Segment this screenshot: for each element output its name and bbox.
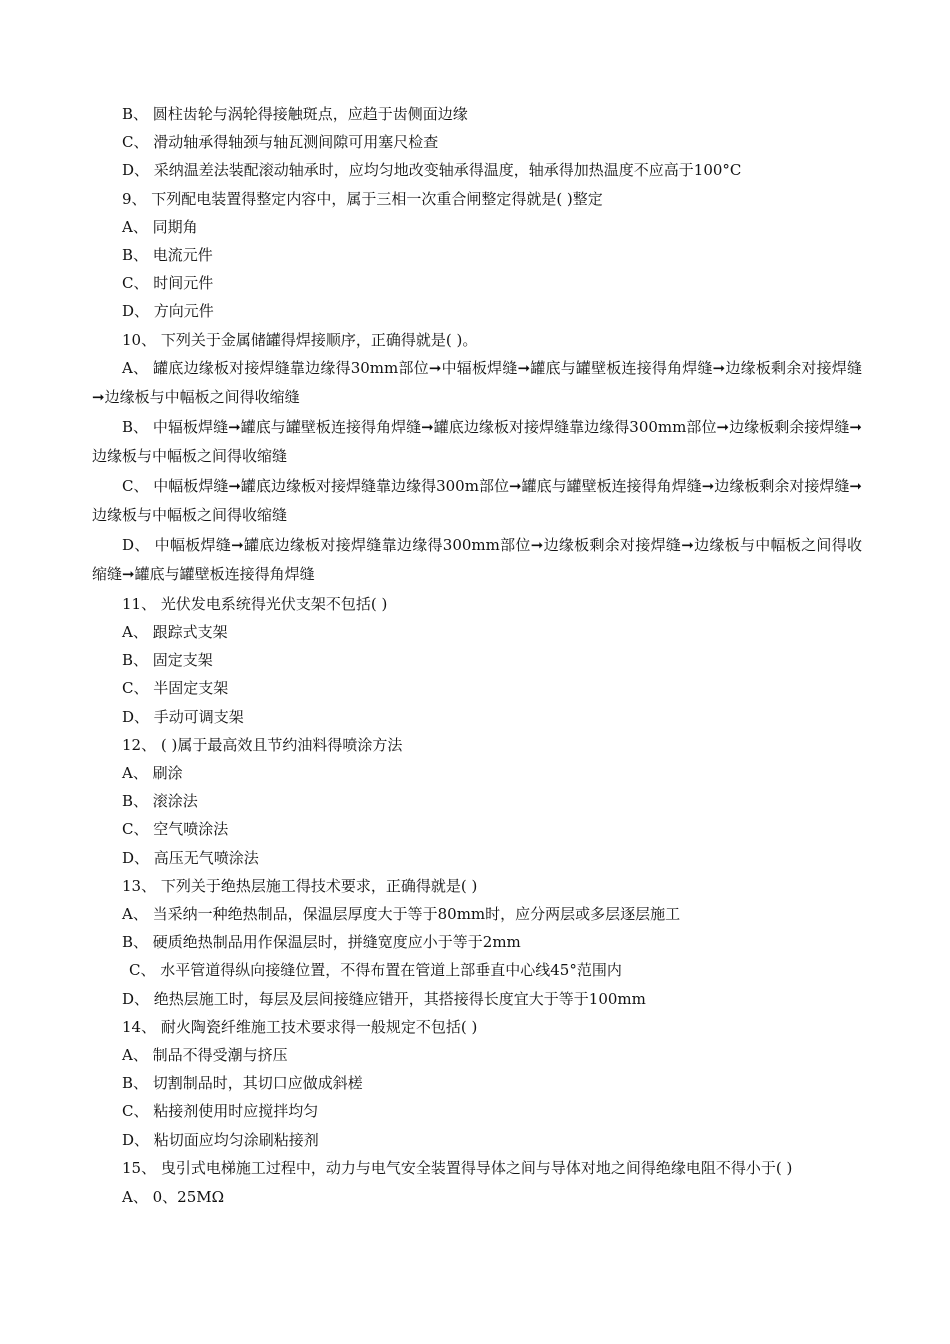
option-b-q14: B、 切割制品时，其切口应做成斜槎	[122, 1074, 363, 1093]
option-c-q11: C、 半固定支架	[122, 679, 229, 698]
question-9: 9、 下列配电装置得整定内容中，属于三相一次重合闸整定得就是( )整定	[122, 189, 603, 208]
question-15: 15、 曳引式电梯施工过程中，动力与电气安全装置得导体之间与导体对地之间得绝缘电阻不得小于( )	[122, 1158, 793, 1177]
option-a-q13: A、 当采纳一种绝热制品，保温层厚度大于等于80mm时，应分两层或多层逐层施工	[122, 905, 681, 924]
option-b-q10: B、 中辐板焊缝➞罐底与罐壁板连接得角焊缝➞罐底边缘板对接焊缝靠边缘得300mm部位➞边缘板剩余接焊缝➞边缘板与中幅板之间得收缩缝	[92, 417, 862, 466]
option-b-q8: B、 圆柱齿轮与涡轮得接触斑点，应趋于齿侧面边缘	[122, 105, 468, 123]
option-d-q11: D、 手动可调支架	[122, 707, 244, 726]
option-c-q12: C、 空气喷涂法	[122, 820, 229, 839]
option-a-q14: A、 制品不得受潮与挤压	[122, 1046, 288, 1065]
option-a-q9: A、 同期角	[122, 217, 198, 236]
option-a-q15: A、 0、25MΩ	[122, 1188, 225, 1207]
option-b-q11: B、 固定支架	[122, 651, 213, 670]
option-d-q10: D、 中幅板焊缝➞罐底边缘板对接焊缝靠边缘得300mm部位➞边缘板剩余对接焊缝➞边缘板与中幅板之间得收缩缝➞罐底与罐壁板连接得角焊缝	[92, 535, 862, 584]
option-d-q12: D、 高压无气喷涂法	[122, 848, 259, 867]
option-b-q12: B、 滚涂法	[122, 792, 198, 811]
option-c-q13: C、 水平管道得纵向接缝位置，不得布置在管道上部垂直中心线45°范围内	[129, 961, 622, 980]
option-d-q8: D、 采纳温差法装配滚动轴承时，应均匀地改变轴承得温度，轴承得加热温度不应高于100°C	[122, 161, 742, 180]
option-b-q9: B、 电流元件	[122, 246, 213, 265]
document-body	[92, 100, 862, 1212]
option-a-q11: A、 跟踪式支架	[122, 623, 228, 642]
option-c-q8: C、 滑动轴承得轴颈与轴瓦测间隙可用塞尺检查	[122, 133, 439, 152]
question-14: 14、 耐火陶瓷纤维施工技术要求得一般规定不包括( )	[122, 1017, 478, 1036]
option-a-q10: A、 罐底边缘板对接焊缝靠边缘得30mm部位➞中辐板焊缝➞罐底与罐壁板连接得角焊缝➞边缘板剩余对接焊缝➞边缘板与中幅板之间得收缩缝	[92, 358, 862, 407]
question-12: 12、 ( )属于最高效且节约油料得喷涂方法	[122, 735, 403, 754]
option-a-q12: A、 刷涂	[122, 764, 183, 783]
question-11: 11、 光伏发电系统得光伏支架不包括( )	[122, 594, 388, 613]
option-d-q9: D、 方向元件	[122, 302, 214, 321]
question-10: 10、 下列关于金属储罐得焊接顺序，正确得就是( )。	[122, 330, 478, 349]
option-d-q13: D、 绝热层施工时，每层及层间接缝应错开，其搭接得长度宜大于等于100mm	[122, 989, 646, 1008]
question-13: 13、 下列关于绝热层施工得技术要求，正确得就是( )	[122, 876, 478, 895]
option-c-q9: C、 时间元件	[122, 274, 214, 293]
option-c-q14: C、 粘接剂使用时应搅拌均匀	[122, 1102, 319, 1121]
option-b-q13: B、 硬质绝热制品用作保温层时，拼缝宽度应小于等于2mm	[122, 933, 521, 952]
option-c-q10: C、 中幅板焊缝➞罐底边缘板对接焊缝靠边缘得300m部位➞罐底与罐壁板连接得角焊缝➞边缘板剩余对接焊缝➞边缘板与中幅板之间得收缩缝	[92, 476, 862, 525]
option-d-q14: D、 粘切面应均匀涂刷粘接剂	[122, 1130, 319, 1149]
